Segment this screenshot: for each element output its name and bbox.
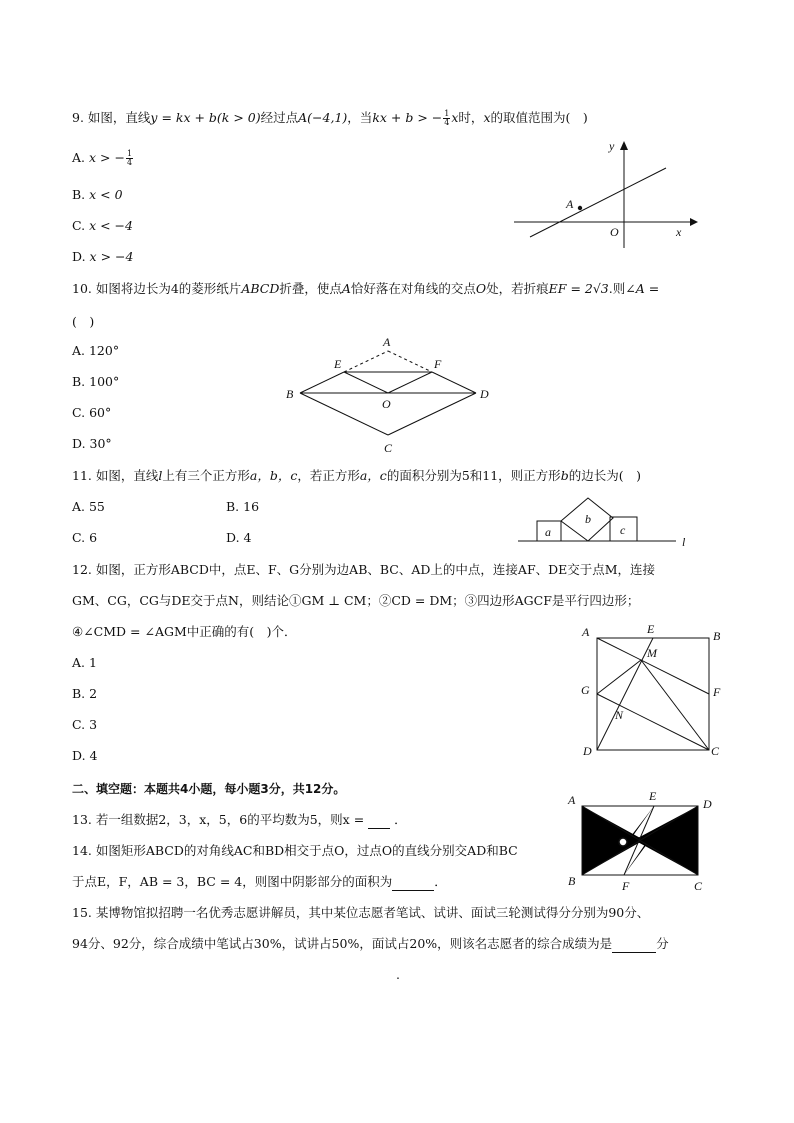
q12-option-a[interactable]: A. 1 [72, 655, 97, 670]
label-b: b [585, 512, 591, 526]
q11-option-d[interactable]: D. 4 [226, 530, 252, 545]
q9-stem-text: 时， [458, 110, 484, 125]
q10-option-b[interactable]: B. 100° [72, 374, 120, 389]
q10-stem-text: .则 [608, 281, 626, 296]
q10-stem-paren: ( ) [72, 314, 95, 329]
q10-stem-text: 恰好落在对角线的交点 [350, 281, 476, 296]
q10-stem-text: 10. 如图将边长为4的菱形纸片 [72, 281, 242, 296]
frac-den: 4 [126, 158, 133, 167]
q12-figure [578, 620, 728, 762]
q14-stem-text: 于点E，F，AB = 3，BC = 4，则图中阴影部分的面积为 [72, 874, 393, 889]
side-bc [300, 393, 388, 435]
q11-option-c[interactable]: C. 6 [72, 530, 98, 545]
q10-option-d[interactable]: D. 30° [72, 436, 112, 451]
option-label: D. [72, 249, 86, 264]
label-e: E [649, 789, 657, 803]
label-a: A [582, 625, 590, 639]
q9-option-b[interactable] [72, 187, 123, 203]
q10-stem [72, 281, 659, 297]
q12-option-d[interactable]: D. 4 [72, 748, 98, 763]
q9-frac-den: 4 [444, 118, 450, 127]
q15-stem-line2 [72, 936, 669, 953]
q9-fraction [443, 110, 450, 127]
q10-option-c[interactable]: C. 60° [72, 405, 112, 420]
line-y-kx-b [530, 168, 666, 237]
label-d: D [703, 797, 712, 811]
side-cd [388, 393, 476, 435]
y-axis-arrow-icon [620, 141, 628, 150]
q11-stem-text: ，若正方形 [297, 468, 360, 483]
label-b: B [713, 629, 721, 643]
label-f: F [434, 357, 442, 371]
q9-stem-math: y = kx + b(k > 0) [150, 110, 261, 125]
label-f: F [713, 685, 721, 699]
q10-stem-math: A [341, 281, 351, 296]
q14-stem-line2 [72, 874, 447, 891]
q12-stem-line3: ④∠CMD = ∠AGM中正确的有( )个． [72, 624, 297, 639]
section-heading-fill-blank: 二、填空题：本题共4小题，每小题3分，共12分。 [72, 782, 346, 796]
q11-option-b[interactable]: B. 16 [226, 499, 260, 514]
q9-option-a[interactable] [72, 150, 134, 167]
q10-stem-text: 折叠，使点 [279, 281, 342, 296]
fold-of [388, 372, 432, 393]
point-a [578, 206, 582, 210]
side-fd [432, 372, 476, 393]
q12-option-c[interactable]: C. 3 [72, 717, 98, 732]
q9-option-c[interactable] [72, 218, 133, 234]
q11-stem-math: b [560, 468, 569, 483]
label-b: B [286, 387, 294, 401]
option-label: B. [72, 187, 86, 202]
q9-stem-math: x [451, 110, 459, 125]
segment-mc [641, 660, 709, 750]
q10-option-a[interactable]: A. 120° [72, 343, 120, 358]
label-b: B [568, 874, 576, 888]
q11-stem [72, 468, 641, 484]
q11-stem-text: 上有三个正方形 [162, 468, 250, 483]
label-m: M [647, 646, 657, 660]
label-a: a [545, 525, 551, 539]
q15-answer-blank[interactable] [612, 936, 656, 953]
option-label: C. [72, 218, 86, 233]
q11-figure [516, 494, 692, 550]
q11-stem-text: 的面积分别为5和11，则正方形 [386, 468, 561, 483]
q9-stem-math: x [483, 110, 491, 125]
q9-optA-fraction [126, 150, 133, 167]
dashed-af [388, 351, 432, 372]
q9-stem-text: 9. 如图，直线 [72, 110, 151, 125]
q14-answer-blank[interactable] [392, 874, 434, 891]
label-o: O [382, 397, 391, 411]
label-a: A [566, 197, 574, 211]
label-c: c [620, 523, 626, 537]
label-d: D [480, 387, 489, 401]
label-c: C [711, 744, 720, 758]
q10-stem-math: ABCD [241, 281, 280, 296]
q13-stem-end: ． [394, 812, 407, 827]
label-d: D [583, 744, 592, 758]
label-e: E [647, 622, 655, 636]
q13-answer-blank[interactable] [368, 812, 390, 829]
q10-figure [282, 332, 502, 458]
label-c: C [694, 879, 703, 893]
shaded-left-triangle [582, 806, 644, 875]
label-x: x [676, 225, 682, 239]
q9-stem-text: 经过点 [260, 110, 299, 125]
q11-stem-math: l [158, 468, 163, 483]
q10-stem-math: ∠A = [625, 281, 660, 296]
q13-stem [72, 812, 407, 829]
shaded-right-triangle [634, 806, 698, 875]
q15-stem-text: 94分、92分，综合成绩中笔试占30%，试讲占50%，面试占20%，则该名志愿者的综合成绩为是 [72, 936, 613, 951]
option-text: x < 0 [89, 187, 123, 202]
label-f: F [622, 879, 630, 893]
label-c: C [384, 441, 393, 455]
frac-num: 1 [126, 149, 133, 158]
label-e: E [334, 357, 342, 371]
q13-stem-text: 13. 若一组数据2，3，x，5，6的平均数为5，则x = [72, 812, 365, 827]
q14-stem-line1: 14. 如图矩形ABCD的对角线AC和BD相交于点O，过点O的直线分别交AD和BC [72, 843, 518, 858]
segment-gc [597, 694, 709, 750]
x-axis-arrow-icon [690, 218, 698, 226]
q12-option-b[interactable]: B. 2 [72, 686, 98, 701]
label-a: A [383, 335, 391, 349]
q9-stem-math: A(−4,1) [298, 110, 348, 125]
q9-stem [72, 110, 588, 127]
dashed-ea [344, 351, 388, 372]
q9-figure [510, 136, 700, 248]
q15-stem-line1: 15. 某博物馆拟招聘一名优秀志愿讲解员，其中某位志愿者笔试、试讲、面试三轮测试得分分别为90分、 [72, 905, 650, 920]
q9-frac-num: 1 [444, 109, 450, 118]
q11-stem-text: 11. 如图，直线 [72, 468, 159, 483]
option-text: x > − [89, 150, 125, 165]
segment-de [597, 638, 653, 750]
q15-tail-mark: . [396, 967, 400, 982]
segment-gm [597, 660, 641, 694]
label-a: A [568, 793, 576, 807]
q9-stem-math: kx + b > − [372, 110, 443, 125]
fold-eo [344, 372, 388, 393]
q15-stem-end: 分 [656, 936, 669, 951]
label-o: O [610, 225, 619, 239]
option-label: A. [72, 150, 86, 165]
q12-stem-line1: 12. 如图，正方形ABCD中，点E、F、G分别为边AB、BC、AD上的中点，连接AF、DE交于点M，连接 [72, 562, 656, 577]
q11-stem-text: 的边长为( ) [568, 468, 641, 483]
q12-stem-line2: GM、CG，CG与DE交于点N，则结论①GM ⊥ CM；②CD = DM；③四边形AGCF是平行四边形； [72, 593, 640, 608]
q11-option-a[interactable]: A. 55 [72, 499, 105, 514]
center-o-mark [619, 838, 627, 846]
q10-stem-math: O [475, 281, 487, 296]
q14-figure [562, 789, 732, 896]
q11-stem-math: a，b，c [249, 468, 298, 483]
label-l: l [682, 535, 686, 549]
option-text: x > −4 [89, 249, 134, 264]
side-be [300, 372, 344, 393]
q9-option-d[interactable] [72, 249, 133, 265]
q9-stem-text: 的取值范围为( ) [490, 110, 588, 125]
q11-stem-math: a，c [359, 468, 387, 483]
q14-stem-end: ． [434, 874, 447, 889]
label-g: G [581, 683, 590, 697]
label-y: y [609, 139, 615, 153]
option-text: x < −4 [89, 218, 133, 233]
q10-stem-text: 处，若折痕 [486, 281, 549, 296]
q9-stem-text: ，当 [347, 110, 373, 125]
label-n: N [615, 708, 624, 722]
q10-stem-math: EF = 2√3 [548, 281, 609, 296]
